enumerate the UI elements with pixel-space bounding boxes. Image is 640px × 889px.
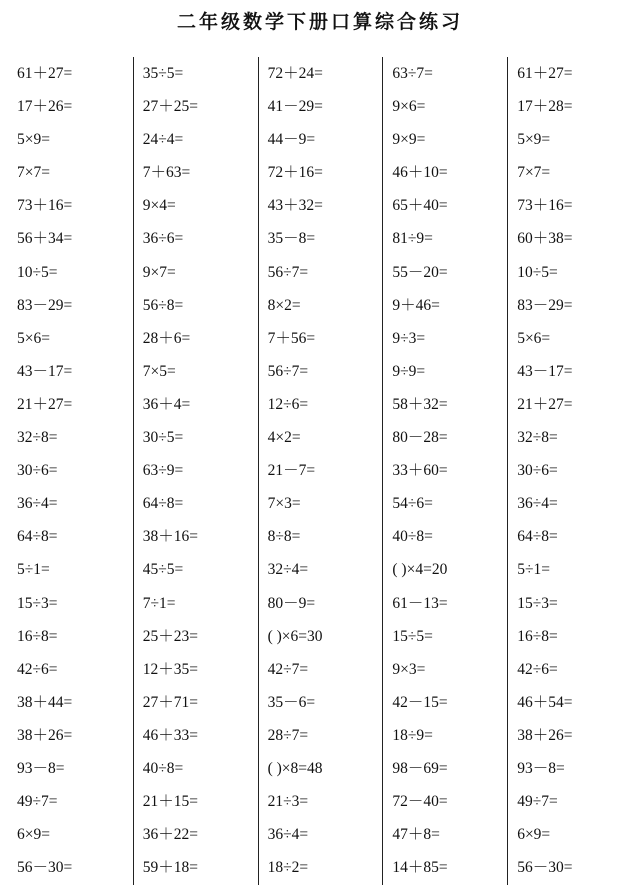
exercise-item: 32÷8= — [17, 429, 58, 447]
exercise-item: 40÷8= — [142, 759, 184, 777]
exercise-item: 93－8= — [517, 759, 565, 777]
exercise-item: 58＋32= — [392, 395, 448, 413]
exercise-item: 83－29= — [517, 296, 573, 314]
exercise-item: 41－29= — [267, 98, 323, 116]
exercise-item: 9×9= — [392, 131, 426, 149]
exercise-item: 21－7= — [267, 462, 316, 480]
exercise-item: 14＋85= — [392, 859, 448, 877]
exercise-item: 7×3= — [267, 495, 301, 513]
exercise-item: 17＋26= — [17, 98, 73, 116]
exercise-item: 72＋24= — [267, 65, 323, 82]
exercise-item: 56÷8= — [142, 296, 184, 314]
exercise-item: 38＋26= — [17, 726, 73, 744]
exercise-item: 18÷2= — [267, 859, 309, 877]
exercise-item: 21＋15= — [142, 793, 199, 811]
exercise-item: 55－20= — [392, 263, 448, 281]
exercise-item: 44－9= — [267, 131, 316, 149]
exercise-item: 42－15= — [392, 693, 448, 711]
exercise-item: 25＋23= — [142, 627, 199, 645]
exercise-item: 7÷1= — [142, 594, 176, 612]
exercise-item: 42÷7= — [267, 660, 309, 678]
exercise-item: 33＋60= — [392, 462, 448, 480]
exercise-item: 7×5= — [142, 362, 176, 380]
exercise-item: 24÷4= — [142, 131, 184, 149]
exercise-item: 43－17= — [17, 362, 73, 380]
exercise-column-1 — [8, 57, 133, 885]
exercise-item: 56－30= — [517, 859, 573, 877]
exercise-column-3 — [258, 57, 383, 885]
exercise-item: 4×2= — [267, 429, 301, 447]
exercise-item: 9×3= — [392, 660, 426, 678]
exercise-item: 27＋71= — [142, 693, 199, 711]
exercise-item: 40÷8= — [392, 528, 433, 546]
exercise-item: 36÷4= — [517, 495, 558, 513]
exercise-item: 15÷3= — [517, 594, 558, 612]
exercise-item: 16÷8= — [17, 627, 58, 645]
exercise-item: 56＋34= — [17, 230, 73, 248]
exercise-item: 54÷6= — [392, 495, 433, 513]
exercise-item: 43－17= — [517, 362, 573, 380]
exercise-item: 10÷5= — [517, 263, 558, 281]
exercise-item: 10÷5= — [17, 263, 58, 281]
exercise-column-5 — [507, 57, 632, 885]
exercise-item: 56÷7= — [267, 263, 309, 281]
exercise-item: 35－6= — [267, 693, 316, 711]
exercise-item: ( )×4=20 — [392, 561, 448, 579]
exercise-item: 35－8= — [267, 230, 316, 248]
exercise-item: 36＋4= — [142, 395, 191, 413]
exercise-item: 7×7= — [517, 164, 551, 182]
exercise-column-2 — [133, 57, 258, 885]
exercise-item: 45÷5= — [142, 561, 184, 579]
exercise-item: 9×6= — [392, 98, 426, 116]
exercise-item: 38＋44= — [17, 693, 73, 711]
exercise-item: 15÷3= — [17, 594, 58, 612]
page-title: 二年级数学下册口算综合练习 — [176, 11, 463, 33]
exercise-item: 63÷9= — [142, 462, 184, 480]
exercise-item: 17＋28= — [517, 98, 573, 116]
exercise-item: 9×7= — [142, 263, 176, 281]
exercise-item: 43＋32= — [267, 197, 323, 215]
exercise-item: 9×4= — [142, 197, 176, 215]
exercise-item: ( )×6=30 — [267, 627, 323, 645]
exercise-item: 36＋22= — [142, 826, 199, 844]
exercise-item: 36÷4= — [267, 826, 309, 844]
exercise-item: 12÷6= — [267, 395, 309, 413]
exercise-item: 60＋38= — [517, 230, 573, 248]
exercise-item: 61－13= — [392, 594, 448, 612]
exercise-item: 63÷7= — [392, 65, 433, 82]
exercise-item: 32÷8= — [517, 429, 558, 447]
exercise-item: 65＋40= — [392, 197, 448, 215]
exercise-grid — [8, 57, 632, 885]
exercise-item: 30÷6= — [517, 462, 558, 480]
exercise-item: 28＋6= — [142, 329, 191, 347]
exercise-item: 30÷5= — [142, 429, 184, 447]
exercise-item: 7＋63= — [142, 164, 191, 182]
exercise-item: 56－30= — [17, 859, 73, 877]
exercise-item: 35÷5= — [142, 65, 184, 82]
exercise-item: 8÷8= — [267, 528, 301, 546]
exercise-item: 6×9= — [517, 826, 551, 844]
exercise-item: 93－8= — [17, 759, 65, 777]
exercise-column-4 — [382, 57, 507, 885]
exercise-item: 36÷4= — [17, 495, 58, 513]
exercise-item: 59＋18= — [142, 859, 199, 877]
exercise-item: 30÷6= — [17, 462, 58, 480]
exercise-item: 21＋27= — [517, 395, 573, 413]
exercise-item: 56÷7= — [267, 362, 309, 380]
exercise-item: 38＋26= — [517, 726, 573, 744]
exercise-item: 38＋16= — [142, 528, 199, 546]
exercise-item: 80－9= — [267, 594, 316, 612]
exercise-item: 73＋16= — [517, 197, 573, 215]
exercise-item: 21＋27= — [17, 395, 73, 413]
exercise-item: 5÷1= — [517, 561, 550, 579]
exercise-item: 73＋16= — [17, 197, 73, 215]
exercise-item: 16÷8= — [517, 627, 558, 645]
exercise-item: 12＋35= — [142, 660, 199, 678]
exercise-item: 8×2= — [267, 296, 301, 314]
exercise-item: 72＋16= — [267, 164, 323, 182]
exercise-item: 46＋54= — [517, 693, 573, 711]
exercise-item: 6×9= — [17, 826, 50, 844]
exercise-item: 5×6= — [17, 329, 50, 347]
exercise-item: 7×7= — [17, 164, 50, 182]
exercise-item: 72－40= — [392, 793, 448, 811]
exercise-item: 28÷7= — [267, 726, 309, 744]
exercise-item: 83－29= — [17, 296, 73, 314]
exercise-item: 5÷1= — [17, 561, 50, 579]
exercise-item: 64÷8= — [142, 495, 184, 513]
exercise-item: 42÷6= — [17, 660, 58, 678]
exercise-item: 64÷8= — [517, 528, 558, 546]
exercise-item: 5×9= — [517, 131, 551, 149]
exercise-item: 9÷3= — [392, 329, 426, 347]
exercise-item: 27＋25= — [142, 98, 199, 116]
exercise-item: 47＋8= — [392, 826, 440, 844]
exercise-item: 32÷4= — [267, 561, 309, 579]
exercise-item: 18÷9= — [392, 726, 433, 744]
exercise-item: 9÷9= — [392, 362, 426, 380]
exercise-item: 80－28= — [392, 429, 448, 447]
exercise-item: 7＋56= — [267, 329, 316, 347]
exercise-item: 21÷3= — [267, 793, 309, 811]
exercise-item: 15÷5= — [392, 627, 433, 645]
exercise-item: 46＋33= — [142, 726, 199, 744]
exercise-item: 42÷6= — [517, 660, 558, 678]
exercise-item: 64÷8= — [17, 528, 58, 546]
exercise-item: 9＋46= — [392, 296, 440, 314]
exercise-item: 98－69= — [392, 759, 448, 777]
exercise-item: 81÷9= — [392, 230, 433, 248]
exercise-item: 61＋27= — [17, 65, 73, 82]
exercise-item: 5×9= — [17, 131, 50, 149]
exercise-item: 49÷7= — [517, 793, 558, 811]
exercise-item: 5×6= — [517, 329, 551, 347]
exercise-item: 46＋10= — [392, 164, 448, 182]
exercise-item: 49÷7= — [17, 793, 58, 811]
exercise-item: ( )×8=48 — [267, 759, 323, 777]
exercise-item: 61＋27= — [517, 65, 573, 82]
exercise-item: 36÷6= — [142, 230, 184, 248]
